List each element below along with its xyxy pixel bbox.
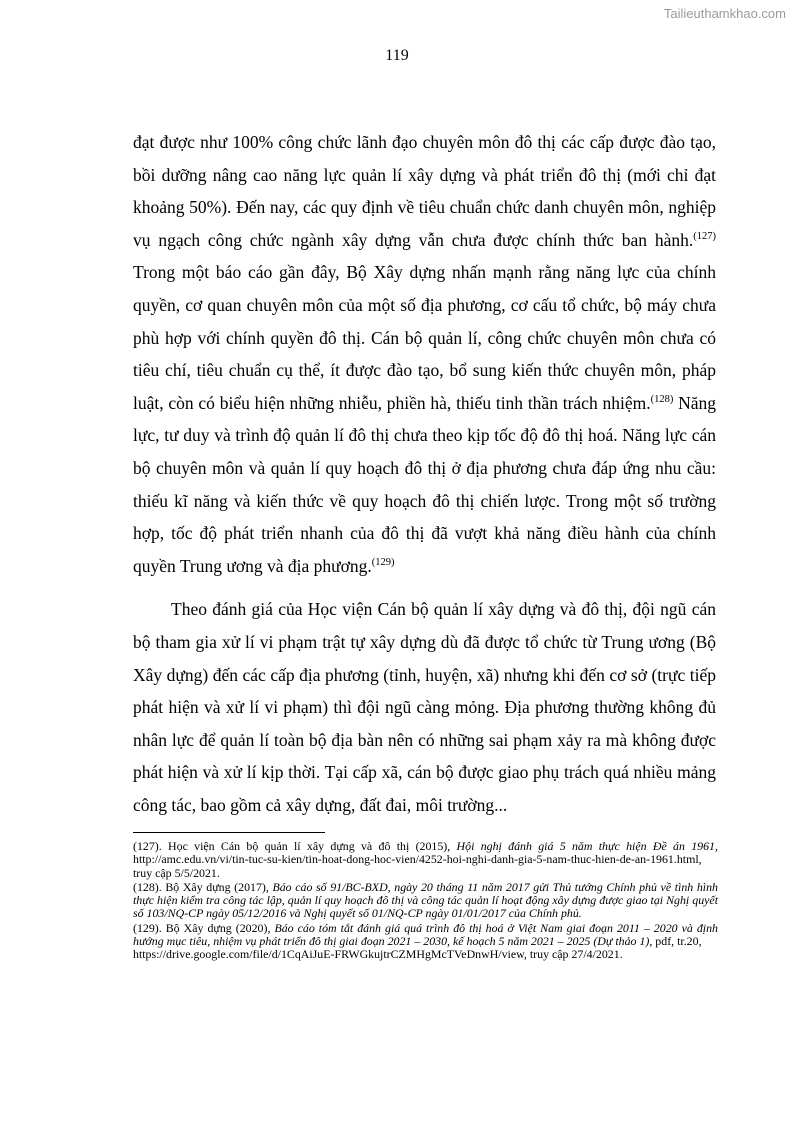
footnote-127-title: Hội nghị đánh giá 5 năm thực hiện Đề án 1961 xyxy=(456,839,716,853)
footnote-separator xyxy=(133,832,325,833)
footnote-129 xyxy=(133,922,718,962)
paragraph-1 xyxy=(133,126,716,582)
page-number: 119 xyxy=(385,47,409,64)
paragraph-1-part-1: đạt được như 100% công chức lãnh đạo chuyên môn đô thị các cấp được đào tạo, bồi dưỡng nâng cao năng lực quản lí xây dựng và phát triển đô thị (mới chỉ đạt khoảng 50%). Đến nay, các quy định về tiêu chuẩn chức danh chuyên môn, nghiệp vụ ngạch công chức ngành xây dựng vẫn chưa được chính thức ban hành. xyxy=(133,132,716,250)
footnote-129-title: Báo cáo tóm tắt đánh giá quá trình đô thị hoá ở Việt Nam giai đoạn 2011 – 2020 và định hướng mục tiêu, nhiệm vụ phát triển đô thị giai đoạn 2021 – 2030, kế hoạch 5 năm 2021 – 2025 (Dự thảo 1) xyxy=(133,920,718,949)
footnote-129-lead: (129). Bộ Xây dựng (2020), xyxy=(133,920,275,935)
footnotes xyxy=(133,840,718,963)
watermark-text: Tailieuthamkhao.com xyxy=(663,6,786,21)
footnote-127 xyxy=(133,840,718,880)
paragraph-1-part-3: Năng lực, tư duy và trình độ quản lí đô thị chưa theo kịp tốc độ đô thị hoá. Năng lực cán bộ chuyên môn và quản lí quy hoạch đô thị ở địa phương chưa đáp ứng nhu cầu: thiếu kĩ năng và kiến thức về quy hoạch đô thị chiến lược. Trong một số trường hợp, tốc độ phát triển nhanh của đô thị đã vượt khả năng điều hành của chính quyền Trung ương và địa phương. xyxy=(133,392,717,576)
footnote-ref-129[interactable]: (129) xyxy=(371,556,395,568)
footnote-127-tail[interactable]: , http://amc.edu.vn/vi/tin-tuc-su-kien/tin-hoat-dong-hoc-vien/4252-hoi-nghi-danh-gia-5-nam-thuc-hien-de-an-1961.html, truy cập 5/5/2021. xyxy=(133,839,718,880)
body-text xyxy=(133,126,716,821)
footnote-128 xyxy=(133,881,718,921)
footnote-ref-128[interactable]: (128) xyxy=(650,393,674,405)
footnote-128-lead: (128). Bộ Xây dựng (2017), xyxy=(133,879,273,894)
footnote-129-link[interactable]: https://drive.google.com/file/d/1CqAiJuE-FRWGkujtrCZMHgMcTVeDnwH/view, truy cập 27/4/2021. xyxy=(133,947,623,962)
footnote-ref-127[interactable]: (127) xyxy=(693,230,716,242)
footnote-129-tail: , pdf, tr.20, xyxy=(649,934,702,949)
paragraph-1-part-2: Trong một báo cáo gần đây, Bộ Xây dựng nhấn mạnh rằng năng lực của chính quyền, cơ quan chuyên môn của một số địa phương, cơ cấu tổ chức, bộ máy chưa phù hợp với chính quyền đô thị. Cán bộ quản lí, công chức chuyên môn chưa có tiêu chí, tiêu chuẩn cụ thể, ít được đào tạo, bổ sung kiến thức chuyên môn, pháp luật, còn có biểu hiện những nhiễu, phiền hà, thiếu tinh thần trách nhiệm. xyxy=(133,262,716,413)
footnote-127-lead: (127). Học viện Cán bộ quản lí xây dựng và đô thị (2015), xyxy=(133,839,457,853)
paragraph-2: Theo đánh giá của Học viện Cán bộ quản lí xây dựng và đô thị, đội ngũ cán bộ tham gia xử lí vi phạm trật tự xây dựng dù đã được tổ chức từ Trung ương (Bộ Xây dựng) đến các cấp địa phương (tỉnh, huyện, xã) nhưng khi đến cơ sở (trực tiếp phát hiện và xử lí vi phạm) thì đội ngũ càng mỏng. Địa phương thường không đủ nhân lực để quản lí toàn bộ địa bàn nên có những sai phạm xảy ra mà không được phát hiện và xử lí kịp thời. Tại cấp xã, cán bộ được giao phụ trách quá nhiều mảng công tác, bao gồm cả xây dựng, đất đai, môi trường... xyxy=(133,599,716,815)
footnote-128-title: Báo cáo số 91/BC-BXD, ngày 20 tháng 11 năm 2017 gửi Thủ tướng Chính phủ về tình hình thực hiện kiểm tra công tác lập, quản lí quy hoạch đô thị và công tác quản lí hoạt động xây dựng được giao tại Nghị quyết số 103/NQ-CP ngày 05/12/2016 và Nghị quyết số 01/NQ-CP ngày 01/01/2017 của Chính phủ. xyxy=(133,879,718,921)
